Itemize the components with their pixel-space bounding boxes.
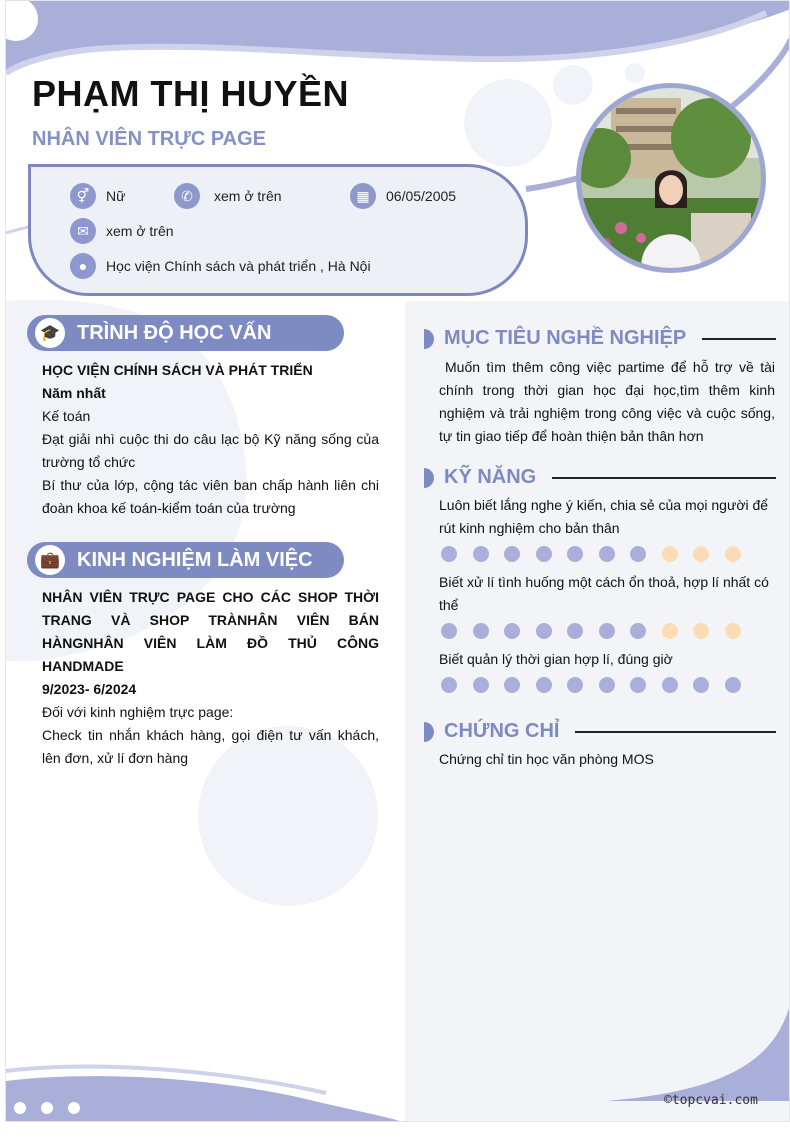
education-achievement-2: Bí thư của lớp, cộng tác viên ban chấp hành liên chi đoàn khoa kế toán-kiểm toán của trường: [42, 477, 379, 516]
section-divider: [552, 477, 776, 479]
email-info: [70, 218, 174, 244]
skill-rating-dot: [630, 677, 646, 693]
address-value: Học viện Chính sách và phát triển , Hà Nội: [106, 258, 371, 274]
skill-rating-dot: [725, 677, 741, 693]
skill-rating-dot: [567, 677, 583, 693]
location-pin-icon: ●: [70, 253, 96, 279]
skill-rating-dot: [567, 623, 583, 639]
mail-icon: ✉: [70, 218, 96, 244]
candidate-name: PHẠM THỊ HUYỀN: [32, 73, 350, 114]
phone-icon: ✆: [174, 183, 200, 209]
briefcase-icon: 💼: [35, 545, 65, 575]
skill-rating-dot: [599, 623, 615, 639]
skill-1-rating: [441, 546, 756, 562]
certificates-title: CHỨNG CHỈ: [444, 720, 560, 742]
skill-rating-dot: [599, 677, 615, 693]
skill-rating-dot: [504, 623, 520, 639]
section-divider: [702, 338, 776, 340]
skill-rating-dot: [536, 546, 552, 562]
profile-photo-image: [581, 88, 761, 268]
experience-period: 9/2023- 6/2024: [42, 681, 137, 697]
skill-rating-dot: [662, 623, 678, 639]
skill-rating-dot: [630, 546, 646, 562]
skill-2-text: Biết xử lí tình huống một cách ổn thoả, hợp lí nhất có thể: [439, 574, 769, 613]
candidate-role: NHÂN VIÊN TRỰC PAGE: [32, 128, 267, 150]
skill-rating-dot: [504, 677, 520, 693]
experience-content: [42, 586, 379, 770]
cv-page: [5, 0, 790, 1122]
skills-title: KỸ NĂNG: [444, 466, 537, 488]
skill-rating-dot: [536, 677, 552, 693]
objective-title: MỤC TIÊU NGHỀ NGHIỆP: [444, 327, 687, 349]
experience-title: KINH NGHIỆM LÀM VIỆC: [77, 548, 313, 571]
profile-photo: [576, 83, 766, 273]
education-title: TRÌNH ĐỘ HỌC VẤN: [77, 321, 272, 344]
calendar-icon: ▦: [350, 183, 376, 209]
experience-position: NHÂN VIÊN TRỰC PAGE CHO CÁC SHOP THỜI TRANG VÀ SHOP TRÀNHÂN VIÊN BÁN HÀNGNHÂN VIÊN LÀM ĐỒ THỦ CÔNG HANDMADE: [42, 589, 379, 674]
section-marker: [424, 329, 434, 349]
skill-rating-dot: [504, 546, 520, 562]
email-value: xem ở trên: [106, 223, 174, 239]
skill-rating-dot: [725, 546, 741, 562]
gender-icon: ⚥: [70, 183, 96, 209]
skill-rating-dot: [441, 546, 457, 562]
section-divider: [575, 731, 776, 733]
skill-rating-dot: [536, 623, 552, 639]
skill-rating-dot: [473, 623, 489, 639]
certificate-item: Chứng chỉ tin học văn phòng MOS: [439, 751, 654, 767]
education-content: [42, 359, 379, 520]
skill-rating-dot: [662, 677, 678, 693]
address-info: [70, 253, 371, 279]
watermark: ©topcvai.com: [664, 1093, 758, 1108]
skill-rating-dot: [725, 623, 741, 639]
skill-rating-dot: [693, 546, 709, 562]
education-section-header: [27, 315, 344, 351]
gender-value: Nữ: [106, 188, 126, 204]
section-marker: [424, 468, 434, 488]
gender-info: [70, 183, 125, 209]
skill-rating-dot: [473, 546, 489, 562]
skill-3-text: Biết quản lý thời gian hợp lí, đúng giờ: [439, 651, 673, 667]
skill-3-rating: [441, 677, 756, 693]
skill-rating-dot: [662, 546, 678, 562]
education-school: HỌC VIỆN CHÍNH SÁCH VÀ PHÁT TRIỂN: [42, 362, 313, 378]
skill-rating-dot: [693, 677, 709, 693]
phone-value: xem ở trên: [214, 188, 282, 204]
education-year: Năm nhất: [42, 385, 106, 401]
objective-text: Muốn tìm thêm công việc partime để hỗ trợ về tài chính trong thời gian học đại học,tìm thêm kinh nghiệm và trải nghiệm trong công việc và cuộc sống, tự tin giao tiếp để hoàn thiện bản thân hơn: [439, 359, 775, 444]
skill-rating-dot: [630, 623, 646, 639]
certificates-section-header: [424, 720, 776, 743]
skill-rating-dot: [441, 677, 457, 693]
experience-line-2: Check tin nhắn khách hàng, gọi điện tư vấn khách, lên đơn, xử lí đơn hàng: [42, 727, 379, 766]
phone-info: [174, 183, 282, 209]
skill-2-rating: [441, 623, 756, 639]
skill-1-text: Luôn biết lắng nghe ý kiến, chia sẻ của mọi người để rút kinh nghiệm cho bản thân: [439, 497, 769, 536]
dob-value: 06/05/2005: [386, 188, 457, 204]
experience-section-header: [27, 542, 344, 578]
skills-section-header: [424, 466, 776, 489]
skill-rating-dot: [693, 623, 709, 639]
skill-rating-dot: [473, 677, 489, 693]
education-major: Kế toán: [42, 408, 91, 424]
skill-rating-dot: [567, 546, 583, 562]
experience-line-1: Đối với kinh nghiệm trực page:: [42, 704, 234, 720]
skill-rating-dot: [599, 546, 615, 562]
graduation-cap-icon: 🎓: [35, 318, 65, 348]
objective-section-header: [424, 327, 776, 350]
skill-rating-dot: [441, 623, 457, 639]
education-achievement-1: Đạt giải nhì cuộc thi do câu lạc bộ Kỹ năng sống của trường tổ chức: [42, 431, 379, 470]
dob-info: [350, 183, 456, 209]
section-marker: [424, 722, 434, 742]
